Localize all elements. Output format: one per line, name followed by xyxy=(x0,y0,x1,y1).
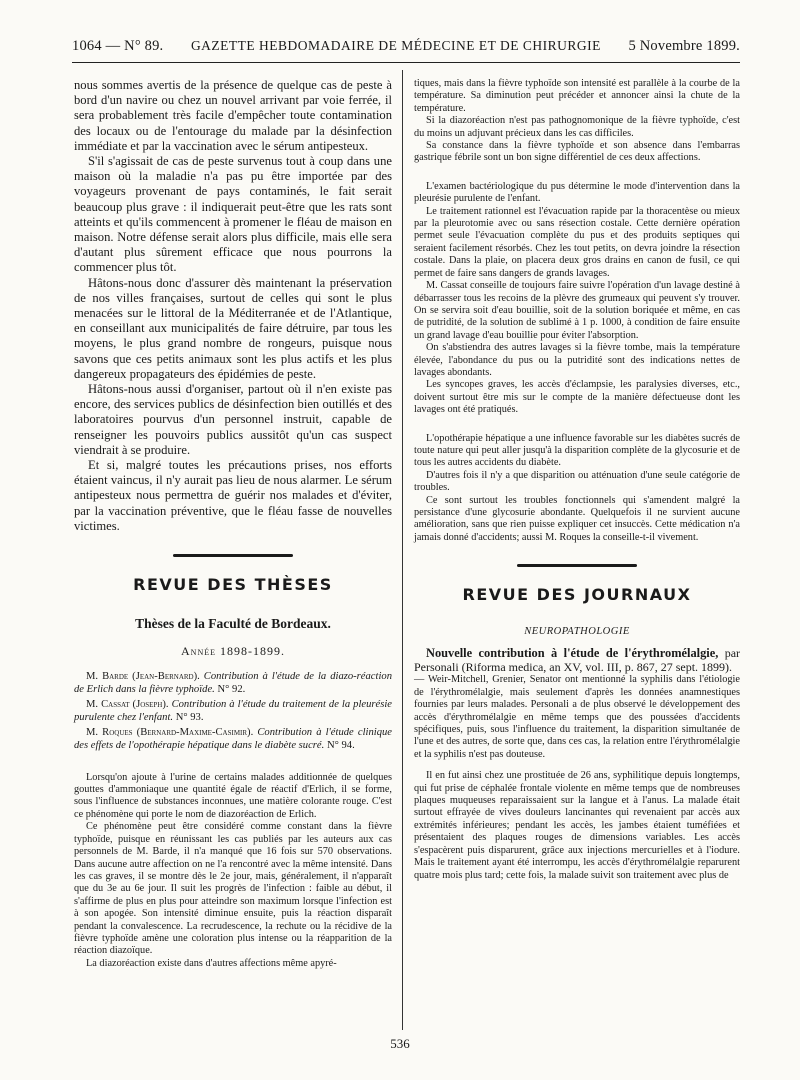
thesis-entry xyxy=(74,699,392,724)
thesis-summary xyxy=(74,772,392,971)
pleurisy-summary xyxy=(414,181,740,417)
ornament-separator xyxy=(173,554,293,557)
paragraph: Le traitement rationnel est l'évacuation rapide par la thoracentèse ou mieux par la pleurotomie avec ou sans résection costale. Cette dernière opération permet seule l'évacuation complète du pus et des produits septiques qui seraient facilement résorbés. Chez les tout petits, on devra joindre la résection costale. Dans la plaie, on placera deux gros drains en canon de fusil, ce qui permet de faire sans dangers de grands lavages. xyxy=(414,205,740,279)
plague-article xyxy=(74,78,392,534)
header-date: 5 Novembre 1899. xyxy=(628,38,740,54)
paragraph: nous sommes avertis de la présence de quelque cas de peste à bord d'un navire ou chez un nouvel arrivant par voie ferrée, il sera probablement très facile d'empêcher toute contamination des locaux ou de l'entourage du malade par la désinfection immédiate et par la vaccination avec le sérum antipesteux. xyxy=(74,78,392,153)
paragraph: Si la diazoréaction n'est pas pathognomonique de la fièvre typhoïde, c'est du moins un adjuvant précieux dans les cas difficiles. xyxy=(414,115,740,139)
paragraph: D'autres fois il n'y a que disparition ou atténuation d'une seule catégorie de troubles. xyxy=(414,469,740,494)
paragraph: Ce sont surtout les troubles fonctionnels qui s'amendent malgré la persistance d'une glycosurie abondante. Quelquefois il ne survient aucune amélioration, sans que rien puisse expliquer cet insuccès. Cette médication n'a jamais donné d'accidents; aussi M. Roques la conseille-t-il vivement. xyxy=(414,494,740,543)
paragraph: L'examen bactériologique du pus détermine le mode d'intervention dans la pleurésie purulente de l'enfant. xyxy=(414,180,740,205)
article-title: Nouvelle contribution à l'étude de l'érythromélalgie, xyxy=(426,646,719,661)
thesis-title: Contribution à l'étude clinique des effets de l'opothérapie hépatique dans le diabète sucré. xyxy=(74,727,392,752)
diabetes-summary xyxy=(414,433,740,545)
page-number: 536 xyxy=(390,1036,410,1051)
thesis-number: N° 93. xyxy=(175,711,204,723)
header-title: GAZETTE HEBDOMADAIRE DE MÉDECINE ET DE CHIRURGIE xyxy=(190,38,601,53)
theses-list xyxy=(74,671,392,753)
paragraph: M. Cassat conseille de toujours faire suivre l'opération d'un lavage destiné à débarrasser tous les recoins de la plèvre des grumeaux qui peuvent s'y trouver. On se servira soit d'eau bouillie, soit de la solution boriquée et même, en cas de putridité, de la solution de sublimé à 1 p. 1000, à condition de faire ensuite un grand lavage d'eau bouillie pour éviter l'absorption. xyxy=(414,280,740,341)
thesis-entry xyxy=(74,727,392,752)
header-left: 1064 — N° 89. xyxy=(72,38,164,54)
rubric-neuropathologie: NEUROPATHOLOGIE xyxy=(524,626,630,638)
diazo-summary-cont xyxy=(414,78,740,165)
thesis-number: N° 94. xyxy=(326,740,355,752)
paragraph: S'il s'agissait de cas de peste survenus tout à coup dans une maison où la maladie n'a pas pu être importée par des voyageurs provenant de pays contaminés, le fait serait beaucoup plus grave : il indiquerait peut-être que les rats sont atteints et qu'ils commencent à promener le fléau de maison en maison. Notre défense serait alors plus difficile, mais elle sera d'autant plus sûrement efficace que nous pourrons la commencer plus tôt. xyxy=(74,154,392,275)
paragraph: Hâtons-nous donc d'assurer dès maintenant la préservation de nos villes françaises, surtout de celles qui sont le plus menacées sur le littoral de la Méditerranée et de l'Atlantique, en conseillant aux municipalités de faire détruire, par tous les moyens, le plus grand nombre de rongeurs, puisque nous savons que ces petits animaux sont les plus actifs et les plus dangereux propagateurs des épidémies de peste. xyxy=(74,275,392,381)
paragraph: Les syncopes graves, les accès d'éclampsie, les paralysies diverses, etc., doivent surtout être mis sur le compte de la manière défectueuse dont les lavages ont été pratiqués. xyxy=(414,379,740,416)
thesis-entry xyxy=(74,671,392,696)
paragraph: — Weir-Mitchell, Grenier, Senator ont mentionné la syphilis dans l'étiologie de l'érythromélalgie, mais seulement d'après les données anamnestiques fournies par leurs malades. Personali a de plus observé le développement des accès d'érythromélalgie en même temps que des poussées d'accidents spécifiques, puis, sous l'influence du traitement, la disparition simultanée de l'une et des autres, de sorte que, dans ces cas, la relation entre l'érythromélalgie et la syphilis n'est pas douteuse. xyxy=(414,674,740,760)
article-body xyxy=(414,674,740,882)
paragraph: Hâtons-nous aussi d'organiser, partout où il n'en existe pas encore, des services publics de désinfection bien outillés et des laboratoires pourvus d'un personnel instruit, capable de renseigner les pouvoirs publics aussitôt qu'un cas suspect viendrait à se produire. xyxy=(74,382,392,457)
article-heading xyxy=(414,647,740,674)
right-column xyxy=(414,78,740,882)
column-rule xyxy=(402,70,403,1030)
section-title-theses: REVUE DES THÈSES xyxy=(133,575,333,595)
ornament-separator xyxy=(517,564,637,567)
thesis-author: M. Barde (Jean-Bernard). xyxy=(86,671,200,683)
academic-year: Année 1898-1899. xyxy=(181,644,285,659)
article-reference: par Personali (Riforma medica, an XV, vol. III, p. 867, 27 sept. 1899). xyxy=(414,646,741,674)
left-column xyxy=(74,78,392,970)
faculty-subtitle: Thèses de la Faculté de Bordeaux. xyxy=(135,616,331,632)
paragraph: Ce phénomène peut être considéré comme constant dans la fièvre typhoïde, puisque en réunissant les cas publiés par les auteurs aux cas personnels de M. Barde, il n'a manqué que 16 fois sur 570 observations. Dans aucune autre affection on ne l'a rencontré avec la même intensité. Dans les cas graves, il se montre dès le 2e jour, mais, généralement, il n'apparaît que du 3e au 6e jour. Il suit les progrès de l'infection : faible au début, il s'affirme de plus en plus pour atteindre son maximum lorsque l'infection est à son apogée. Son intensité diminue ensuite, puis la réaction disparaît pendant la convalescence. La recrudescence, la rechute ou la récidive de la fièvre typhoïde amène une coloration plus intense ou la réapparition de la réaction diazoïque. xyxy=(74,821,392,957)
paragraph: tiques, mais dans la fièvre typhoïde son intensité est parallèle à la courbe de la température. Sa diminution peut précéder et annoncer ainsi la chute de la température. xyxy=(414,78,740,114)
header-rule xyxy=(72,62,740,63)
paragraph: L'opothérapie hépatique a une influence favorable sur les diabètes sucrés de toute nature qui peut aller jusqu'à la disparition complète de la glycosurie et de tous les autres accidents du diabète. xyxy=(414,432,740,469)
running-header xyxy=(72,38,740,55)
thesis-title: Contribution à l'étude du traitement de la pleurésie purulente chez l'enfant. xyxy=(74,699,393,723)
paragraph: On s'abstiendra des autres lavages si la fièvre tombe, mais la température élevée, l'abondance du pus ou la putridité sont des indications nettes de lavages abondants. xyxy=(414,342,740,378)
paragraph: Il en fut ainsi chez une prostituée de 26 ans, syphilitique depuis longtemps, qui fut prise de céphalée frontale violente en même temps que de nombreuses plaques muqueuses reparaissaient sur la langue et à l'anus. La malade était surtout effrayée de vives douleurs lancinantes qui revenaient par accès aux extrémités inférieures; pendant les accès, les jambes étaient tuméfiées et présentaient des plaques rouges de dimensions variables. Les accès s'espacèrent puis disparurent, grâce aux injections mercurielles et à l'iodure. Mais le traitement ayant été interrompu, les accès d'érythromélalgie reparurent quatre mois plus tard; cette fois, la malade suivit son traitement avec plus de xyxy=(414,770,740,881)
paragraph: Et si, malgré toutes les précautions prises, nos efforts étaient vaincus, il n'y aurait pas lieu de nous alarmer. Le sérum antipesteux nous permettra de guérir nos malades et d'éviter, par la vaccination préventive, que le fléau fasse de nouvelles victimes. xyxy=(74,458,392,533)
thesis-author: M. Cassat (Joseph). xyxy=(86,699,169,711)
section-title-journaux: REVUE DES JOURNAUX xyxy=(462,585,692,605)
paragraph: La diazoréaction existe dans d'autres affections même apyré- xyxy=(86,957,337,969)
paragraph: Lorsqu'on ajoute à l'urine de certains malades additionnée de quelques gouttes d'ammoniaque une quantité égale de réactif d'Erlich, il se forme, sous l'influence de substances inconnues, une matière colorante rouge. C'est ce phénomène qui porte le nom de diazoréaction de Erlich. xyxy=(74,771,392,820)
thesis-author: M. Roques (Bernard-Maxime-Casimir). xyxy=(86,727,254,739)
thesis-number: N° 92. xyxy=(217,683,246,695)
paragraph: Sa constance dans la fièvre typhoïde et son absence dans l'embarras gastrique fébrile sont un bon signe différentiel de ces deux affections. xyxy=(414,140,740,164)
thesis-title: Contribution à l'étude de la diazo-réaction de Erlich dans la fièvre typhoïde. xyxy=(74,671,392,695)
